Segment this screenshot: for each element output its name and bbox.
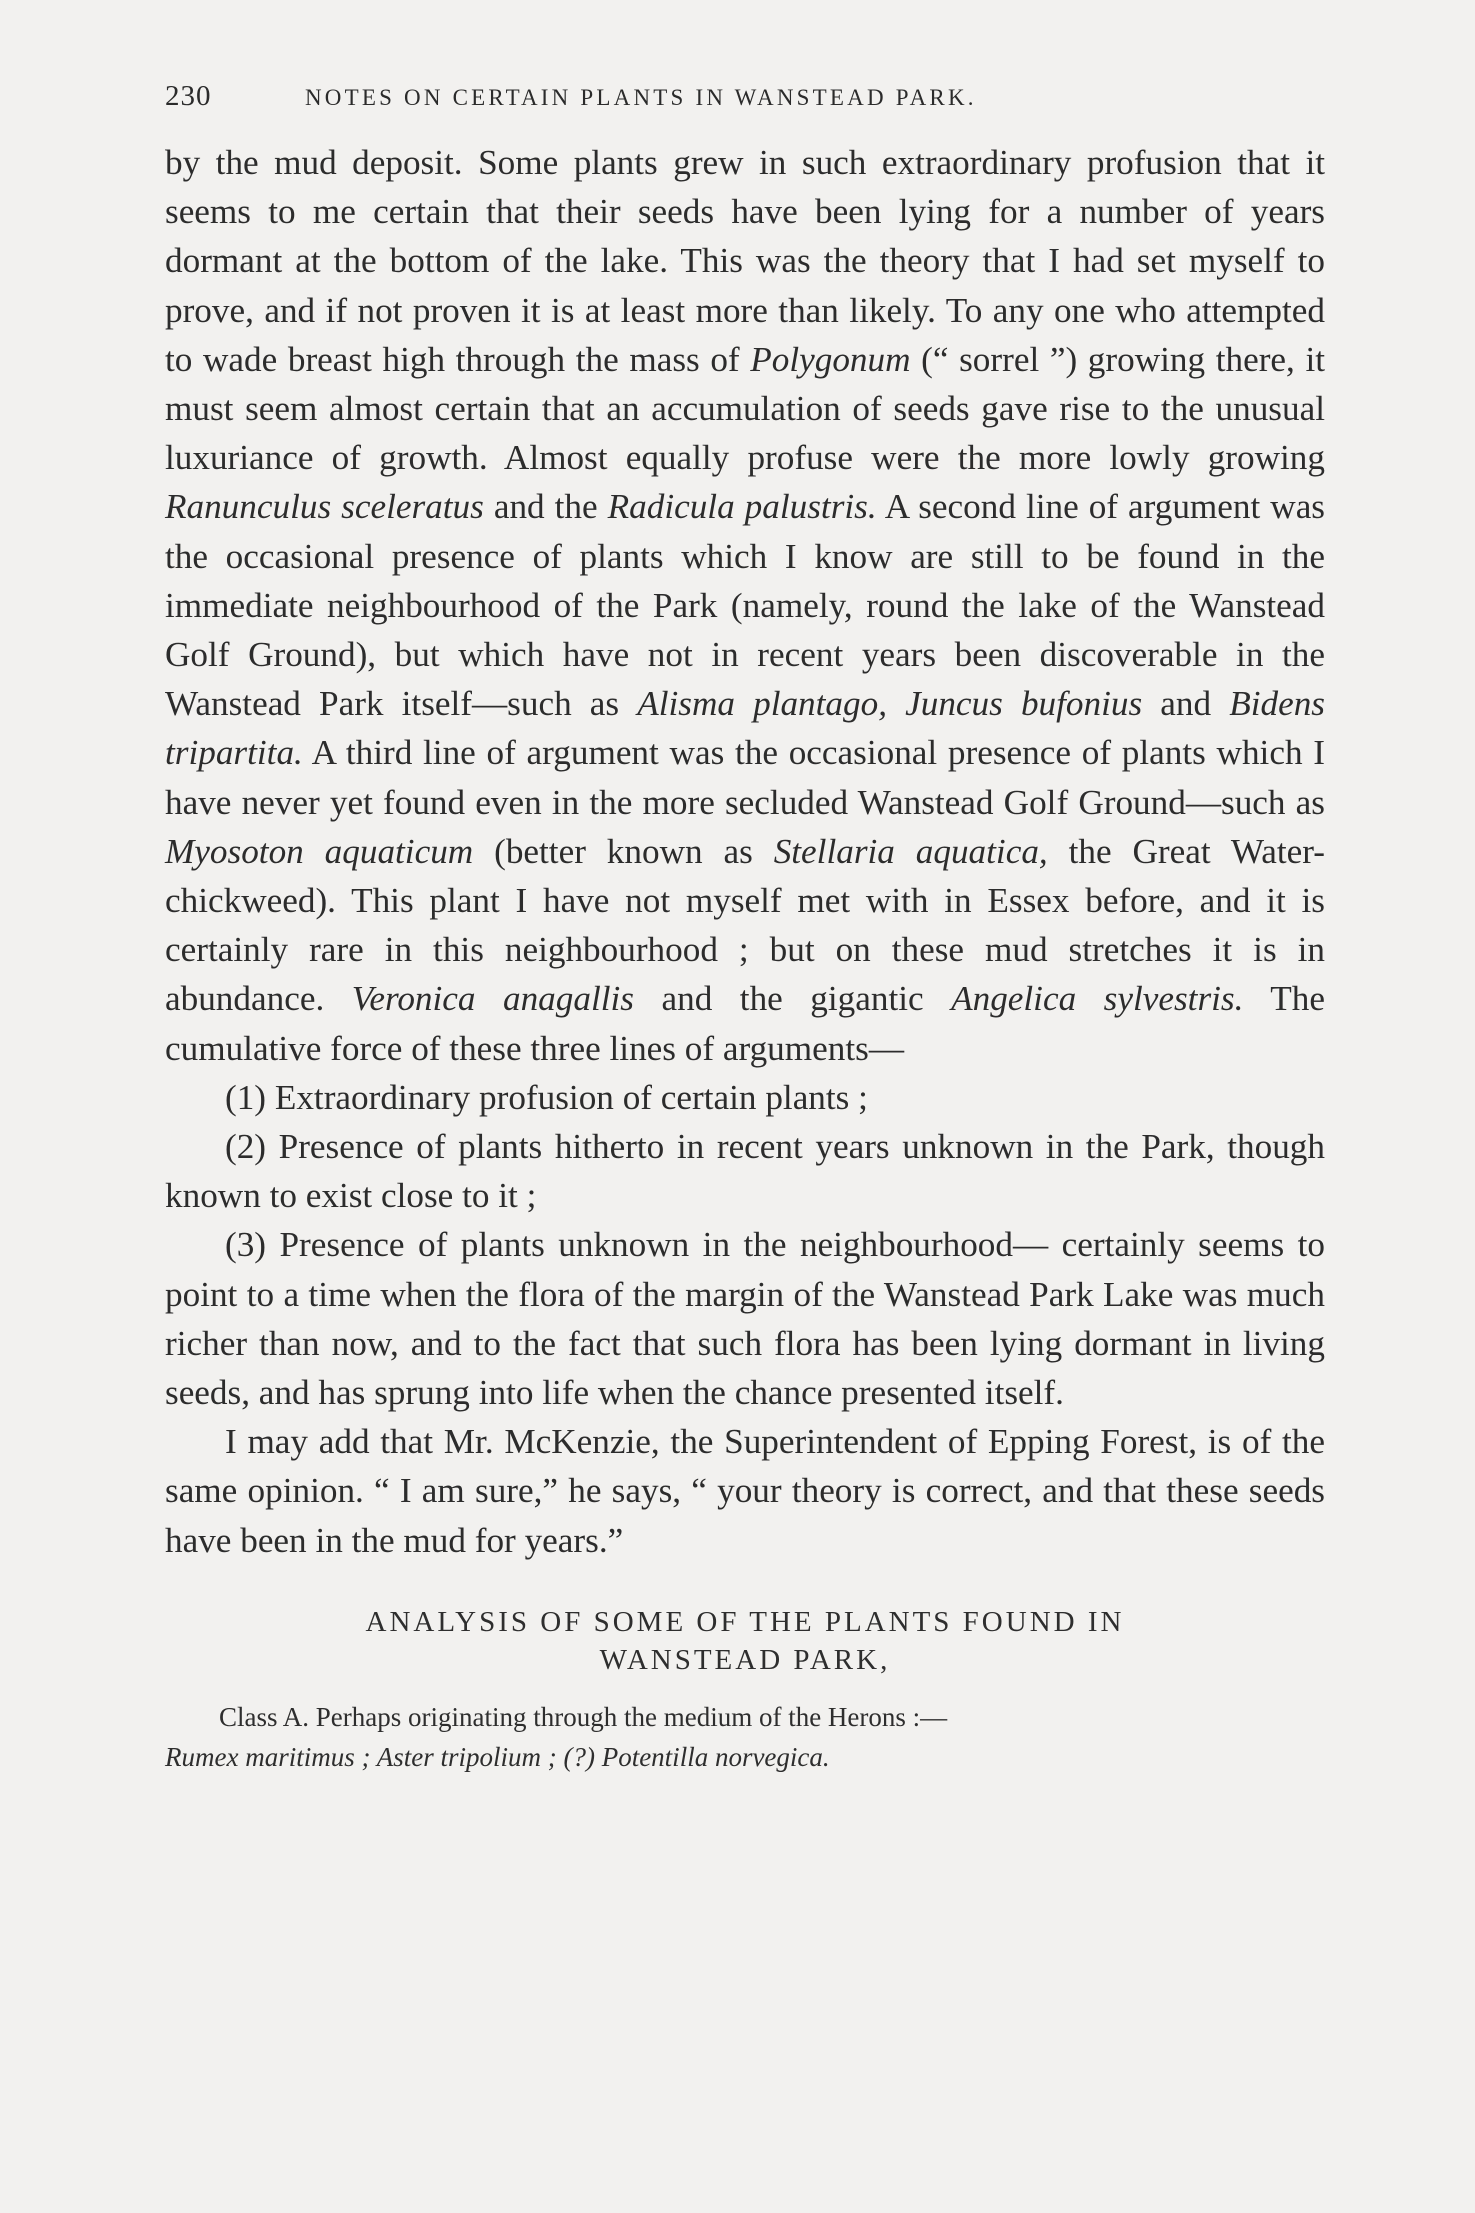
class-a-plants: Rumex maritimus ; Aster tripolium ; (?) Potentilla norvegica. (165, 1741, 830, 1772)
text-run: The cumulative force of these three lines of arguments— (165, 979, 1325, 1068)
species-name: Stellaria aquatica, (773, 831, 1048, 871)
running-title: NOTES ON CERTAIN PLANTS IN WANSTEAD PARK. (305, 85, 977, 110)
text-run: by the mud deposit. Some plants grew in such extraordinary profusion that it seems to me certain that their seeds have been lying for a number of years dormant at the bottom of the lake. This was the theory that I had set myself to prove, and if not proven it is at least more than likely. To any one who attempted to wade breast high through the mass of (165, 143, 1325, 379)
text-run: (“ sorrel ”) growing there, it must seem almost certain that an accumulation of seeds gave rise to the unusual luxuriance of growth. Almost equally profuse were the more lowly growing (165, 339, 1325, 478)
list-item: (2) Presence of plants hitherto in recent years unknown in the Park, though known to exist close to it ; (165, 1127, 1325, 1216)
paragraph-2: I may add that Mr. McKenzie, the Superintendent of Epping Forest, is of the same opinion. “ I am sure,” he says, “ your theory is correct, and that these seeds have been in the mud for years.” (165, 1422, 1325, 1560)
species-name: Angelica sylvestris. (951, 979, 1244, 1019)
species-name: Veronica anagallis (351, 979, 634, 1019)
page-number: 230 (165, 80, 212, 112)
paragraph-1 (165, 138, 1325, 1073)
text-run: and the gigantic (634, 979, 952, 1019)
analysis-heading-line-2: WANSTEAD PARK, (599, 1643, 891, 1676)
species-name: Polygonum (750, 339, 911, 379)
body-text (165, 138, 1325, 1565)
class-a-label: Class A. Perhaps originating through the medium of the Herons :— (219, 1701, 948, 1732)
species-name: Alisma plantago, Juncus bufonius (637, 684, 1143, 724)
text-run: the Great Water-chickweed). This plant I have not myself met with in Essex before, and it is certainly rare in this neighbourhood ; but on these mud stretches it is in abundance. (165, 831, 1326, 1019)
running-head (165, 80, 1325, 124)
text-run: and the (483, 487, 608, 527)
text-run: and (1142, 684, 1230, 724)
text-run: A second line of argument was the occasional presence of plants which I know are still to be found in the immediate neighbourhood of the Park (namely, round the lake of the Wanstead Golf Ground), but which have not in recent years been discoverable in the Wanstead Park itself—such as (165, 487, 1326, 724)
text-run: A third line of argument was the occasional presence of plants which I have never yet found even in the more secluded Wanstead Golf Ground—such as (165, 733, 1325, 822)
analysis-heading-line-1: ANALYSIS OF SOME OF THE PLANTS FOUND IN (365, 1605, 1125, 1638)
list-item: (1) Extraordinary profusion of certain plants ; (225, 1077, 868, 1117)
analysis-heading (165, 1603, 1325, 1679)
page (165, 80, 1325, 1777)
species-name: Myosoton aquaticum (165, 831, 474, 871)
text-run: (better known as (473, 831, 774, 871)
species-name: Radicula palustris. (607, 487, 877, 527)
species-name: Ranunculus sceleratus (165, 487, 484, 527)
list-item: (3) Presence of plants unknown in the neighbourhood— certainly seems to point to a time when the flora of the margin of the Wanstead Park Lake was much richer than now, and to the fact that such flora has been lying dormant in living seeds, and has sprung into life when the chance presented itself. (165, 1225, 1325, 1413)
species-name: Bidens tripartita. (165, 684, 1325, 773)
